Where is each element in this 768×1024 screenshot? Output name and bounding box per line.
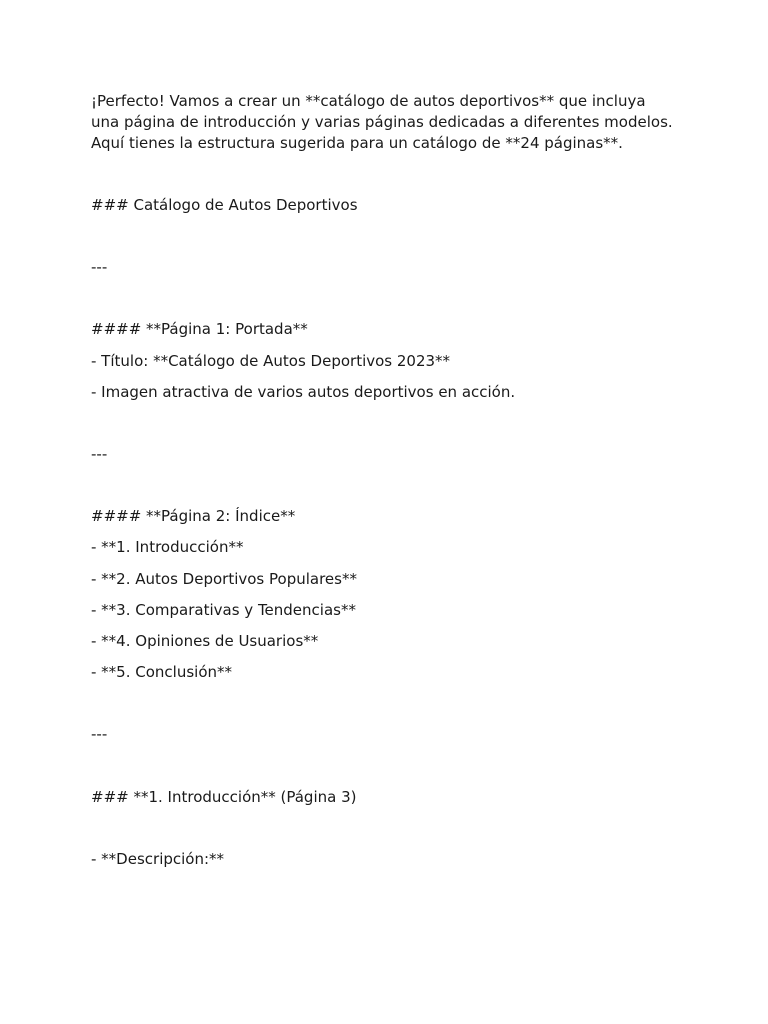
index-item-comparativas: - **3. Comparativas y Tendencias** bbox=[91, 601, 356, 619]
intro-line-3: Aquí tienes la estructura sugerida para un catálogo de **24 páginas**. bbox=[91, 134, 623, 152]
section1-item-descripcion: - **Descripción:** bbox=[91, 850, 225, 868]
separator: --- bbox=[91, 258, 108, 276]
separator: --- bbox=[91, 445, 108, 463]
section1-heading: ### **1. Introducción** (Página 3) bbox=[91, 788, 357, 806]
intro-line-1: ¡Perfecto! Vamos a crear un **catálogo de autos deportivos** que incluya bbox=[91, 92, 646, 110]
catalog-heading: ### Catálogo de Autos Deportivos bbox=[91, 196, 358, 214]
page1-item-image: - Imagen atractiva de varios autos deportivos en acción. bbox=[91, 383, 516, 401]
separator: --- bbox=[91, 725, 108, 743]
index-item-conclusion: - **5. Conclusión** bbox=[91, 663, 233, 681]
page2-heading: #### **Página 2: Índice** bbox=[91, 507, 296, 525]
index-item-introduccion: - **1. Introducción** bbox=[91, 538, 244, 556]
page1-heading: #### **Página 1: Portada** bbox=[91, 320, 308, 338]
intro-line-2: una página de introducción y varias páginas dedicadas a diferentes modelos. bbox=[91, 113, 673, 131]
page1-item-title: - Título: **Catálogo de Autos Deportivos 2023** bbox=[91, 352, 451, 370]
index-item-opiniones: - **4. Opiniones de Usuarios** bbox=[91, 632, 319, 650]
index-item-autos-populares: - **2. Autos Deportivos Populares** bbox=[91, 570, 357, 588]
